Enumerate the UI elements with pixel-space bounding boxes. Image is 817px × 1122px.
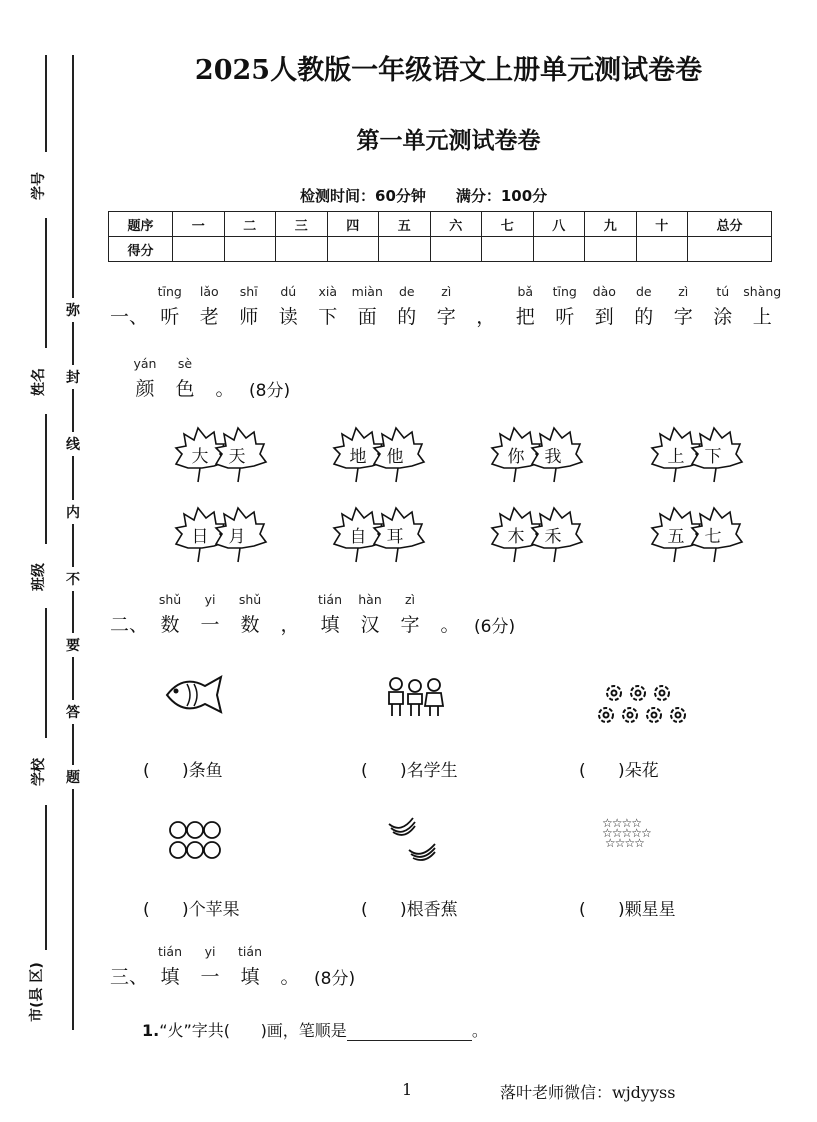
stroke-order-blank[interactable] xyxy=(347,1025,472,1041)
exam-info xyxy=(300,185,547,206)
leaf-char[interactable]: 七 xyxy=(704,527,722,547)
ruby-char xyxy=(585,284,625,329)
unit-subtitle: 第一单元测试卷卷 xyxy=(356,127,541,154)
table-header-cell: 总分 xyxy=(688,212,772,237)
ruby-char xyxy=(190,592,230,637)
ruby-char xyxy=(390,592,430,637)
score-cell[interactable] xyxy=(276,237,328,262)
pinyin: tīng xyxy=(157,284,182,299)
leaf-char[interactable]: 月 xyxy=(228,527,246,547)
ruby-char xyxy=(703,284,743,329)
ruby-char xyxy=(269,284,309,329)
table-header-cell: 一 xyxy=(173,212,225,237)
pinyin: bǎ xyxy=(517,284,534,299)
margin-line xyxy=(45,414,47,544)
ruby-char xyxy=(229,284,269,329)
score-cell[interactable] xyxy=(327,237,379,262)
pinyin: yi xyxy=(204,592,216,607)
ruby-char xyxy=(310,592,350,637)
pinyin: tián xyxy=(238,944,262,959)
hanzi: 填 xyxy=(240,966,260,988)
hanzi: 。 xyxy=(440,614,460,636)
leaf-char[interactable]: 天 xyxy=(228,447,246,467)
field-district: 市(县 区) xyxy=(28,962,45,1022)
pinyin: tián xyxy=(318,592,342,607)
section3-heading xyxy=(110,944,355,989)
students-icon xyxy=(384,674,446,720)
field-school: 学校 xyxy=(31,758,47,786)
field-name: 姓名 xyxy=(31,368,47,396)
ruby-char xyxy=(545,284,585,329)
points: (6分) xyxy=(474,617,516,637)
ruby-char xyxy=(506,284,546,329)
table-header-cell: 八 xyxy=(533,212,585,237)
hanzi: 的 xyxy=(397,306,417,328)
stroke-count-blank[interactable] xyxy=(230,1021,261,1040)
stars-icon: ☆☆☆☆ ☆☆☆☆☆ ☆☆☆☆ xyxy=(602,816,651,850)
table-header-cell: 二 xyxy=(224,212,276,237)
ruby-char xyxy=(348,284,388,329)
ruby-char xyxy=(308,284,348,329)
answer-blank-students[interactable]: ( )名学生 xyxy=(361,761,458,781)
ruby-char xyxy=(664,284,704,329)
points: (8分) xyxy=(249,381,291,401)
question-text: )画，笔顺是 xyxy=(260,1021,347,1040)
question-number: 1. xyxy=(142,1021,160,1040)
leaf-pair[interactable] xyxy=(172,424,264,486)
leaf-char[interactable]: 大 xyxy=(191,447,209,467)
score-table xyxy=(108,211,772,262)
ruby-char xyxy=(270,592,310,637)
margin-line xyxy=(45,218,47,348)
leaf-char[interactable]: 下 xyxy=(704,447,722,467)
hanzi: 填 xyxy=(320,614,340,636)
section-number: 一、 xyxy=(110,306,149,328)
hanzi: 把 xyxy=(515,306,535,328)
ruby-char xyxy=(150,284,190,329)
hanzi: 一 xyxy=(200,614,220,636)
bananas-icon xyxy=(385,810,441,864)
hanzi: 字 xyxy=(436,306,456,328)
leaf-char[interactable]: 木 xyxy=(507,527,525,547)
margin-line xyxy=(45,608,47,738)
answer-blank-bananas[interactable]: ( )根香蕉 xyxy=(361,900,458,920)
pinyin: zì xyxy=(678,284,689,299)
ruby-char xyxy=(387,284,427,329)
table-header-cell: 六 xyxy=(430,212,482,237)
score-cell[interactable] xyxy=(533,237,585,262)
ruby-char xyxy=(624,284,664,329)
pinyin: shǔ xyxy=(238,592,262,607)
pinyin: zì xyxy=(404,592,416,607)
leaf-pair[interactable] xyxy=(488,504,580,566)
score-cell[interactable] xyxy=(430,237,482,262)
margin-line xyxy=(45,805,47,950)
pinyin: yán xyxy=(133,356,157,371)
leaf-char[interactable]: 我 xyxy=(544,447,562,467)
pinyin: zì xyxy=(441,284,452,299)
table-header-cell: 三 xyxy=(276,212,328,237)
leaf-char[interactable]: 你 xyxy=(507,447,525,467)
leaf-char[interactable]: 上 xyxy=(667,447,685,467)
pinyin: yi xyxy=(204,944,216,959)
ruby-char xyxy=(427,284,467,329)
seal-char: 答 xyxy=(64,700,82,724)
seal-char: 封 xyxy=(64,365,82,389)
ruby-char xyxy=(125,356,165,401)
seal-char: 要 xyxy=(64,633,82,657)
fish-icon xyxy=(163,672,225,718)
leaf-char[interactable]: 五 xyxy=(667,527,685,547)
seal-char: 题 xyxy=(64,765,82,789)
score-cell[interactable] xyxy=(688,237,772,262)
hanzi: 。 xyxy=(215,378,235,400)
ruby-char xyxy=(230,592,270,637)
leaf-pair[interactable] xyxy=(648,424,740,486)
seal-char: 不 xyxy=(64,567,82,591)
answer-blank-flowers[interactable]: ( )朵花 xyxy=(579,761,659,781)
footer-note: 落叶老师微信：wjdyyss xyxy=(500,1083,676,1102)
score-cell[interactable] xyxy=(379,237,431,262)
ruby-char xyxy=(150,592,190,637)
hanzi: 听 xyxy=(555,306,575,328)
table-header-cell: 四 xyxy=(327,212,379,237)
ruby-char xyxy=(743,284,783,329)
score-cell[interactable] xyxy=(585,237,637,262)
leaf-char[interactable]: 自 xyxy=(349,527,367,547)
leaf-pair[interactable] xyxy=(488,424,580,486)
pinyin: hàn xyxy=(358,592,382,607)
ruby-char xyxy=(165,356,205,401)
leaf-pair[interactable] xyxy=(648,504,740,566)
hanzi: 听 xyxy=(160,306,180,328)
hanzi: 师 xyxy=(239,306,259,328)
hanzi: 色 xyxy=(175,378,195,400)
field-class: 班级 xyxy=(31,563,47,591)
hanzi: 下 xyxy=(318,306,338,328)
leaf-pair[interactable] xyxy=(172,504,264,566)
ruby-char xyxy=(150,944,190,989)
hanzi: 数 xyxy=(240,614,260,636)
pinyin: miàn xyxy=(351,284,383,299)
pinyin: xià xyxy=(318,284,338,299)
pinyin: shǔ xyxy=(158,592,182,607)
table-header-cell: 题序 xyxy=(109,212,173,237)
hanzi: 汉 xyxy=(360,614,380,636)
ruby-char xyxy=(270,944,310,989)
ruby-char xyxy=(350,592,390,637)
score-cell[interactable] xyxy=(636,237,688,262)
hanzi: 到 xyxy=(594,306,614,328)
pinyin: tú xyxy=(716,284,730,299)
answer-blank-stars[interactable]: ( )颗星星 xyxy=(579,900,676,920)
answer-blank-apples[interactable]: ( )个苹果 xyxy=(143,900,240,920)
ruby-char xyxy=(205,356,245,401)
hanzi: 颜 xyxy=(135,378,155,400)
pinyin: de xyxy=(398,284,415,299)
field-student-id: 学号 xyxy=(31,172,47,200)
question-text: “火”字共( xyxy=(159,1021,231,1040)
seal-char: 线 xyxy=(64,432,82,456)
full-score: 满分：100分 xyxy=(455,187,548,205)
hanzi: 的 xyxy=(634,306,654,328)
hanzi: 。 xyxy=(280,966,300,988)
score-cell[interactable] xyxy=(482,237,534,262)
hanzi: 数 xyxy=(160,614,180,636)
leaf-char[interactable]: 日 xyxy=(191,527,209,547)
question-1 xyxy=(142,1018,488,1041)
section1-heading-line2 xyxy=(125,356,290,401)
leaf-char[interactable]: 耳 xyxy=(386,527,404,547)
leaf-pair[interactable] xyxy=(330,424,422,486)
pinyin: shàng xyxy=(743,284,782,299)
seal-line xyxy=(72,55,74,1030)
seal-char: 弥 xyxy=(64,298,82,322)
flowers-icon xyxy=(598,683,696,727)
table-header-cell: 九 xyxy=(585,212,637,237)
hanzi: 面 xyxy=(357,306,377,328)
score-cell[interactable] xyxy=(224,237,276,262)
period: 。 xyxy=(471,1021,488,1040)
table-header-cell: 十 xyxy=(636,212,688,237)
answer-blank-fish[interactable]: ( )条鱼 xyxy=(143,761,223,781)
leaf-char[interactable]: 他 xyxy=(386,447,404,467)
ruby-char xyxy=(190,284,230,329)
table-header-cell: 七 xyxy=(482,212,534,237)
section-number: 三、 xyxy=(110,966,149,988)
hanzi: ， xyxy=(476,306,496,328)
seal-char: 内 xyxy=(64,500,82,524)
ruby-char xyxy=(430,592,470,637)
leaf-char[interactable]: 禾 xyxy=(544,527,562,547)
ruby-char xyxy=(230,944,270,989)
ruby-char xyxy=(190,944,230,989)
hanzi: 上 xyxy=(752,306,772,328)
hanzi: 读 xyxy=(278,306,298,328)
hanzi: 老 xyxy=(199,306,219,328)
points: (8分) xyxy=(314,969,356,989)
hanzi: ， xyxy=(280,614,300,636)
pinyin: tián xyxy=(158,944,182,959)
leaf-pair[interactable] xyxy=(330,504,422,566)
pinyin: lǎo xyxy=(199,284,219,299)
hanzi: 字 xyxy=(673,306,693,328)
section-number: 二、 xyxy=(110,614,149,636)
pinyin: tīng xyxy=(552,284,577,299)
hanzi: 涂 xyxy=(713,306,733,328)
score-cell[interactable] xyxy=(173,237,225,262)
hanzi: 一 xyxy=(200,966,220,988)
hanzi: 字 xyxy=(400,614,420,636)
section1-heading-line1 xyxy=(110,284,782,329)
pinyin: sè xyxy=(177,356,193,371)
hanzi: 填 xyxy=(160,966,180,988)
section2-heading xyxy=(110,592,515,637)
pinyin: de xyxy=(635,284,652,299)
exam-time: 检测时间：60分钟 xyxy=(300,187,426,205)
pinyin: dào xyxy=(592,284,616,299)
page-title: 2025人教版一年级语文上册单元测试卷卷 xyxy=(194,55,703,86)
pinyin: shī xyxy=(239,284,258,299)
apples-icon xyxy=(166,818,224,862)
ruby-char xyxy=(466,284,506,329)
table-header-cell: 五 xyxy=(379,212,431,237)
score-row-label: 得分 xyxy=(109,237,173,262)
page-number: 1 xyxy=(402,1080,413,1099)
leaf-char[interactable]: 地 xyxy=(349,447,367,467)
pinyin: dú xyxy=(280,284,297,299)
